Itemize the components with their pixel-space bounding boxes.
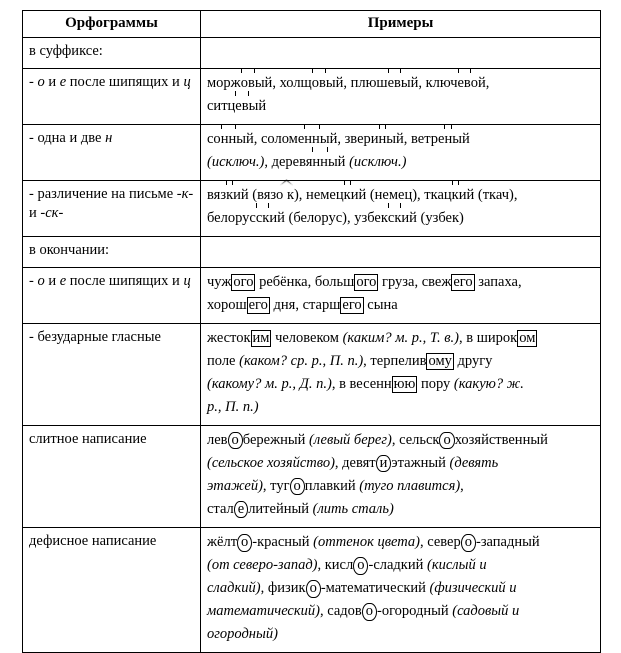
- rule-label-hyphen-spelling: дефисное написание: [23, 528, 201, 653]
- rule-label-o-e-ending: - о и е после шипящих и ц: [23, 268, 201, 324]
- worksheet-page: [0, 10, 621, 643]
- column-header-examples: Примеры: [201, 11, 601, 38]
- examples-o-e-ending: чуж ого ребёнка, больш ого груза, свеж его запаха, хорош его дня, старш его сына: [201, 268, 601, 324]
- table-row: [23, 528, 601, 653]
- examples-o-e-suffix: моржовый, холщовый, плюшевый, ключевой, ситцевый: [201, 69, 601, 125]
- rule-label-one-two-n: - одна и две н: [23, 125, 201, 181]
- section-label-ending: в окончании:: [23, 237, 201, 268]
- examples-k-sk: вязкий (вязо к), немецкий (немец), ткацкий (ткач), белорусский (белорус), узбекский (узбек): [201, 181, 601, 237]
- examples-unstressed-vowels: жесток им человеком (каким? м. р., Т. в.), в широк ом поле (каком? ср. р., П. п.), терпелив ому другу (какому? м. р., Д. п.), в весенн юю пору (какую? ж. р., П. п.): [201, 324, 601, 426]
- table-row: [23, 324, 601, 426]
- table-row: [23, 125, 601, 181]
- section-examples-empty: [201, 38, 601, 69]
- orthograms-table: [22, 10, 601, 653]
- section-examples-empty-2: [201, 237, 601, 268]
- examples-solid-spelling: лев о бережный (левый берег), сельск о хозяйственный (сельское хозяйство), девят и этажный (девять этажей), туг о плавкий (туго плавится), стал е литейный (лить сталь): [201, 426, 601, 528]
- rule-label-solid-spelling: слитное написание: [23, 426, 201, 528]
- rule-label-k-sk: - различение на письме -к- и -ск-: [23, 181, 201, 237]
- table-row: [23, 181, 601, 237]
- examples-hyphen-spelling: жёлт о -красный (оттенок цвета), север о -западный (от северо-запад), кисл о -сладкий (кислый и сладкий), физик о -математический (физический и математический), садов о -огородный (садовый и огородный): [201, 528, 601, 653]
- table-row: [23, 69, 601, 125]
- table-row: [23, 268, 601, 324]
- examples-one-two-n: сонный, соломенный, звериный, ветреный (исключ.), деревянный (исключ.): [201, 125, 601, 181]
- table-row: [23, 38, 601, 69]
- rule-label-o-e-suffix: - о и е после шипящих и ц: [23, 69, 201, 125]
- table-row: [23, 426, 601, 528]
- table-row: [23, 237, 601, 268]
- column-header-orthograms: Орфограммы: [23, 11, 201, 38]
- section-label-suffix: в суффиксе:: [23, 38, 201, 69]
- rule-label-unstressed-vowels: - безударные гласные: [23, 324, 201, 426]
- table-header-row: [23, 11, 601, 38]
